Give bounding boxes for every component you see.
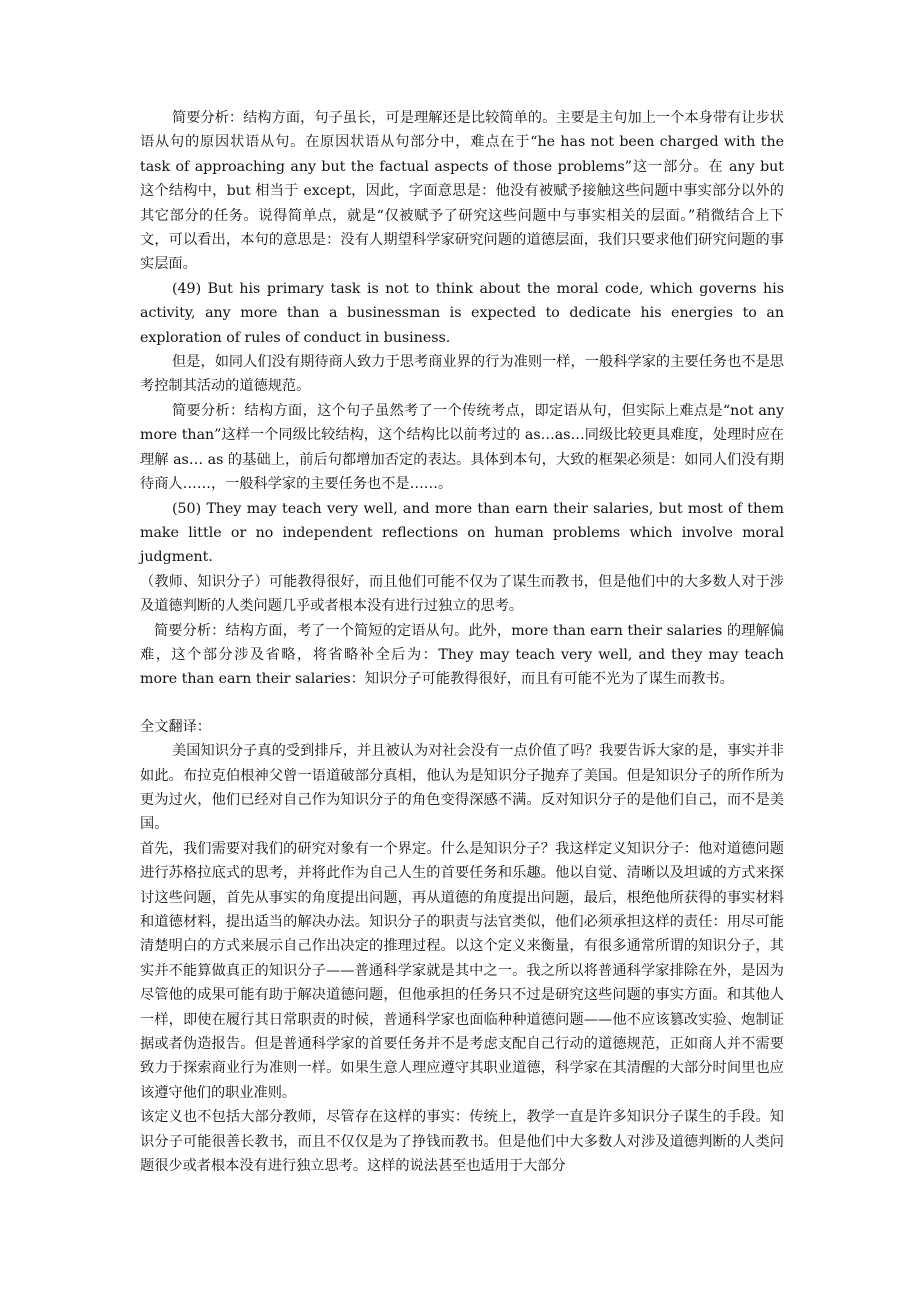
sentence-50-english: (50) They may teach very well, and more than earn their salaries, but most of them make little or no independent reflections on human problems which involve moral judgment.: [140, 500, 784, 566]
section-spacer: [140, 692, 784, 715]
sentence-49-translation: 但是，如同人们没有期待商人致力于思考商业界的行为准则一样，一般科学家的主要任务也不是思考控制其活动的道德规范。: [140, 354, 784, 395]
translation-paragraph-3: 该定义也不包括大部分教师，尽管存在这样的事实：传统上，教学一直是许多知识分子谋生的手段。知识分子可能很善长教书，而且不仅仅是为了挣钱而教书。但是他们中大多数人对涉及道德判断的人类问题很少或者根本没有进行独立思考。这样的说法甚至也适用于大部分: [140, 1109, 784, 1175]
full-translation-heading: 全文翻译：: [140, 718, 211, 735]
translation-paragraph-2: 首先，我们需要对我们的研究对象有一个界定。什么是知识分子？我这样定义知识分子：他对道德问题进行苏格拉底式的思考，并将此作为自己人生的首要任务和乐趣。他以自觉、清晰以及坦诚的方式来探讨这些问题，首先从事实的角度提出问题，再从道德的角度提出问题，最后，根绝他所获得的事实材料和道德材料，提出适当的解决办法。知识分子的职责与法官类似，他们必须承担这样的责任：用尽可能清楚明白的方式来展示自己作出决定的推理过程。以这个定义来衡量，有很多通常所谓的知识分子，其实并不能算做真正的知识分子——普通科学家就是其中之一。我之所以将普通科学家排除在外，是因为尽管他的成果可能有助于解决道德问题，但他承担的任务只不过是研究这些问题的事实方面。和其他人一样，即使在履行其日常职责的时候，普通科学家也面临种种道德问题——他不应该篡改实验、炮制证据或者伪造报告。但是普通科学家的首要任务并不是考虑支配自己行动的道德规范，正如商人并不需要致力于探索商业行为准则一样。如果生意人理应遵守其职业道德，科学家在其清醒的大部分时间里也应该遵守他们的职业准则。: [140, 840, 784, 1101]
translation-paragraph-1: 美国知识分子真的受到排斥，并且被认为对社会没有一点价值了吗？我要告诉大家的是，事实并非如此。布拉克伯根神父曾一语道破部分真相，他认为是知识分子抛弃了美国。但是知识分子的所作所为更为过火，他们已经对自己作为知识分子的角色变得深感不满。反对知识分子的是他们自己，而不是美国。: [140, 743, 784, 833]
sentence-49-english: (49) But his primary task is not to think about the moral code, which governs his activity, any more than a businessman is expected to dedicate his energies to an exploration of rules of conduct in business.: [140, 280, 784, 346]
document-page: [140, 106, 784, 1178]
analysis-paragraph-49: 简要分析：结构方面，这个句子虽然考了一个传统考点，即定语从句，但实际上难点是“not any more than”这样一个同级比较结构，这个结构比以前考过的 as…as…同级比较更具难度，处理时应在理解 as… as 的基础上，前后句都增加否定的表达。具体到本句，大致的框架必须是：如同人们没有期待商人……，一般科学家的主要任务也不是……。: [140, 402, 784, 493]
analysis-paragraph-48: 简要分析：结构方面，句子虽长，可是理解还是比较简单的。主要是主句加上一个本身带有让步状语从句的原因状语从句。在原因状语从句部分中，难点在于“he has not been charged with the task of approaching any but the factual aspects of those problems”这一部分。在 any but 这个结构中，but 相当于 except，因此，字面意思是：他没有被赋予接触这些问题中事实部分以外的其它部分的任务。说得简单点，就是“仅被赋予了研究这些问题中与事实相关的层面。”稍微结合上下文，可以看出，本句的意思是：没有人期望科学家研究问题的道德层面，我们只要求他们研究问题的事实层面。: [140, 110, 784, 273]
analysis-paragraph-50: 简要分析：结构方面，考了一个简短的定语从句。此外，more than earn their salaries 的理解偏难，这个部分涉及省略，将省略补全后为：They may teach very well, and they may teach more than earn their salaries：知识分子可能教得很好，而且有可能不光为了谋生而教书。: [140, 622, 784, 688]
sentence-50-translation: （教师、知识分子）可能教得很好，而且他们可能不仅为了谋生而教书，但是他们中的大多数人对于涉及道德判断的人类问题几乎或者根本没有进行过独立的思考。: [140, 573, 784, 615]
